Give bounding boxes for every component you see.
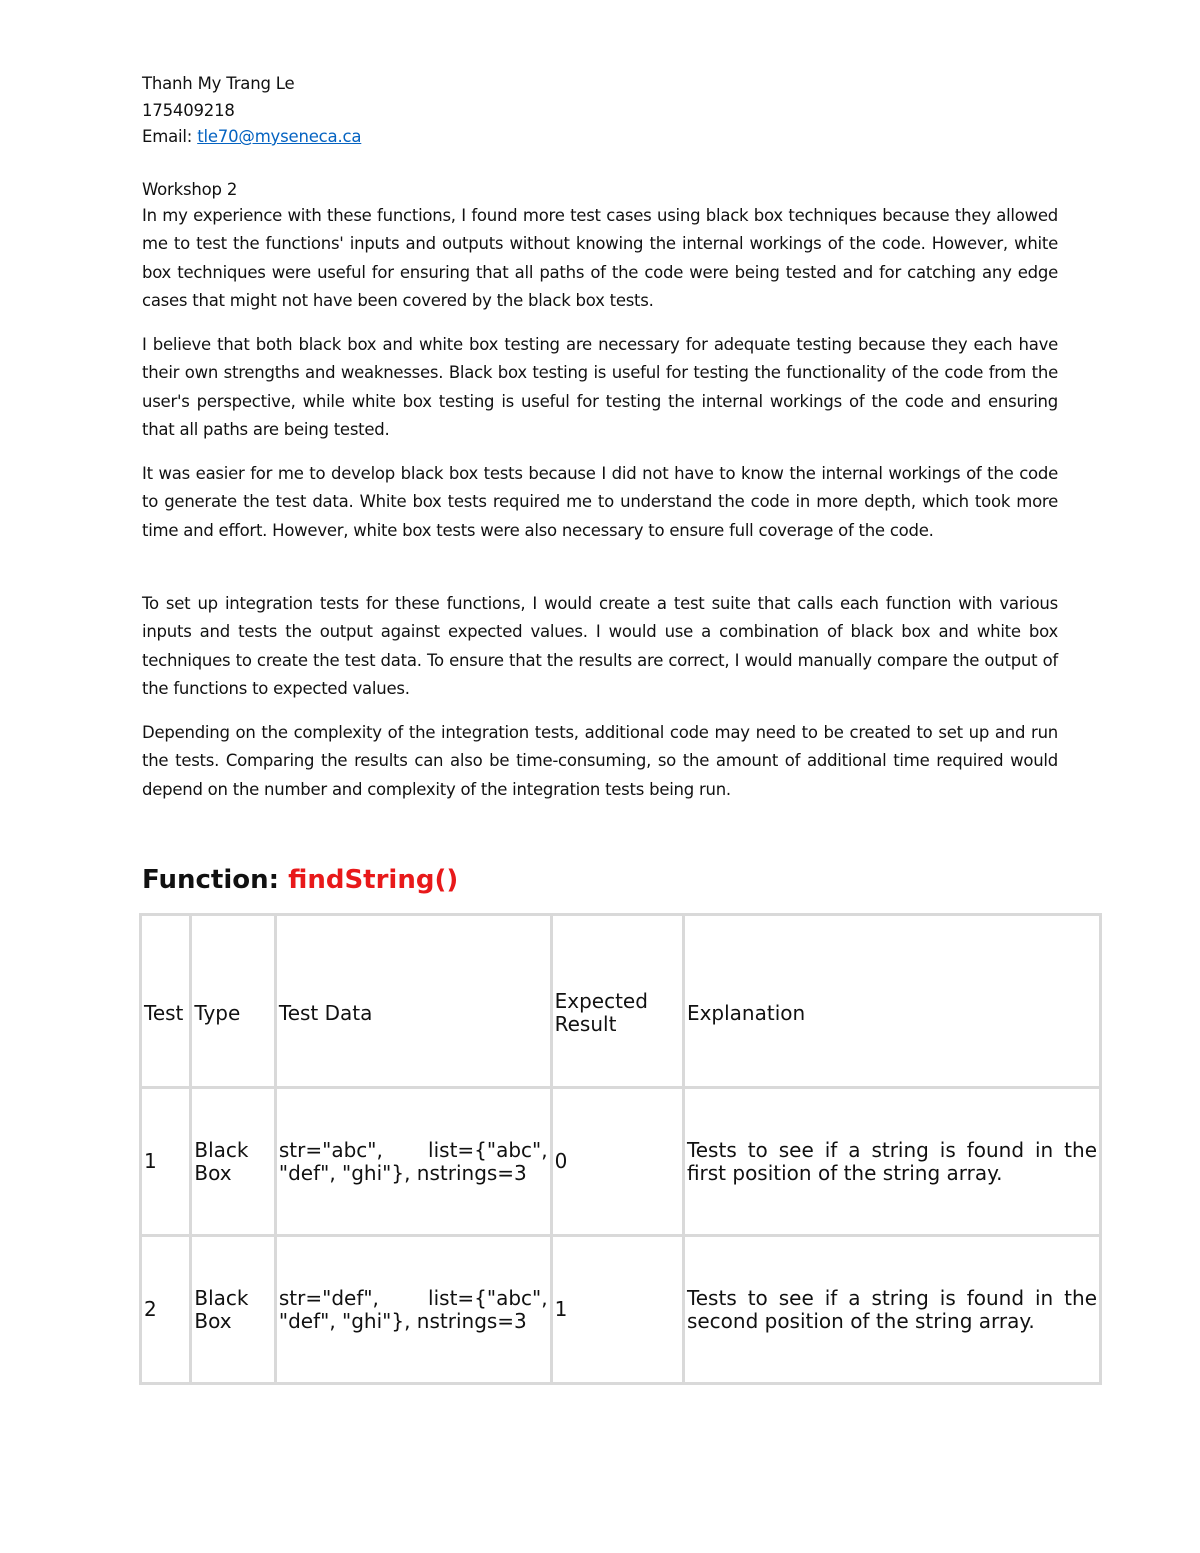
function-label: Function: [142,865,289,895]
cell-expected: 0 [551,1088,683,1236]
paragraph-2: I believe that both black box and white box testing are necessary for adequate testing because they each have their own strengths and weaknesses. Black box testing is useful for testing the functionality of the code from the user's perspective, while white box testing is useful for testing the internal workings of the code and ensuring that all paths are being tested. [142,335,1058,439]
function-name: findString() [288,865,459,895]
email-link[interactable]: tle70@myseneca.ca [197,127,362,146]
cell-type: Black Box [191,1236,276,1384]
header-type: Type [191,915,276,1088]
cell-test-data: str="abc", list={"abc", "def", "ghi"}, nstrings=3 [275,1088,551,1236]
cell-expected: 1 [551,1236,683,1384]
cell-explanation: Tests to see if a string is found in the second position of the string array. [683,1236,1100,1384]
cell-test: 1 [141,1088,191,1236]
paragraph-5: Depending on the complexity of the integration tests, additional code may need to be created to set up and run the tests. Comparing the results can also be time-consuming, so the amount of additional time required would depend on the number and complexity of the integration tests being run. [142,723,1058,799]
paragraph-1: In my experience with these functions, I found more test cases using black box techniques because they allowed me to test the functions' inputs and outputs without knowing the internal workings of the code. However, white box techniques were useful for ensuring that all paths of the code were being tested and for catching any edge cases that might not have been covered by the black box tests. [142,206,1058,310]
paragraph-3: It was easier for me to develop black box tests because I did not have to know the internal workings of the code to generate the test data. White box tests required me to understand the code in more depth, which took more time and effort. However, white box tests were also necessary to ensure full coverage of the code. [142,464,1058,540]
table-row [141,1088,1101,1236]
author-name: Thanh My Trang Le [142,74,295,93]
header-explanation: Explanation [683,915,1100,1088]
email-line [142,126,361,148]
header-test-data: Test Data [275,915,551,1088]
test-cases-table [139,913,1102,1385]
email-label: Email: [142,127,198,146]
paragraph-4: To set up integration tests for these functions, I would create a test suite that calls each function with various inputs and tests the output against expected values. I would use a combination of black box and white box techniques to create the test data. To ensure that the results are correct, I would manually compare the output of the functions to expected values. [142,594,1058,698]
cell-type: Black Box [191,1088,276,1236]
header-test: Test [141,915,191,1088]
cell-test-data: str="def", list={"abc", "def", "ghi"}, nstrings=3 [275,1236,551,1384]
table-header-row [141,915,1101,1088]
cell-explanation: Tests to see if a string is found in the first position of the string array. [683,1088,1100,1236]
table-row [141,1236,1101,1384]
header-expected-result: Expected Result [551,915,683,1088]
student-id: 175409218 [142,101,235,120]
function-heading [142,862,458,898]
workshop-title: Workshop 2 [142,180,238,199]
cell-test: 2 [141,1236,191,1384]
